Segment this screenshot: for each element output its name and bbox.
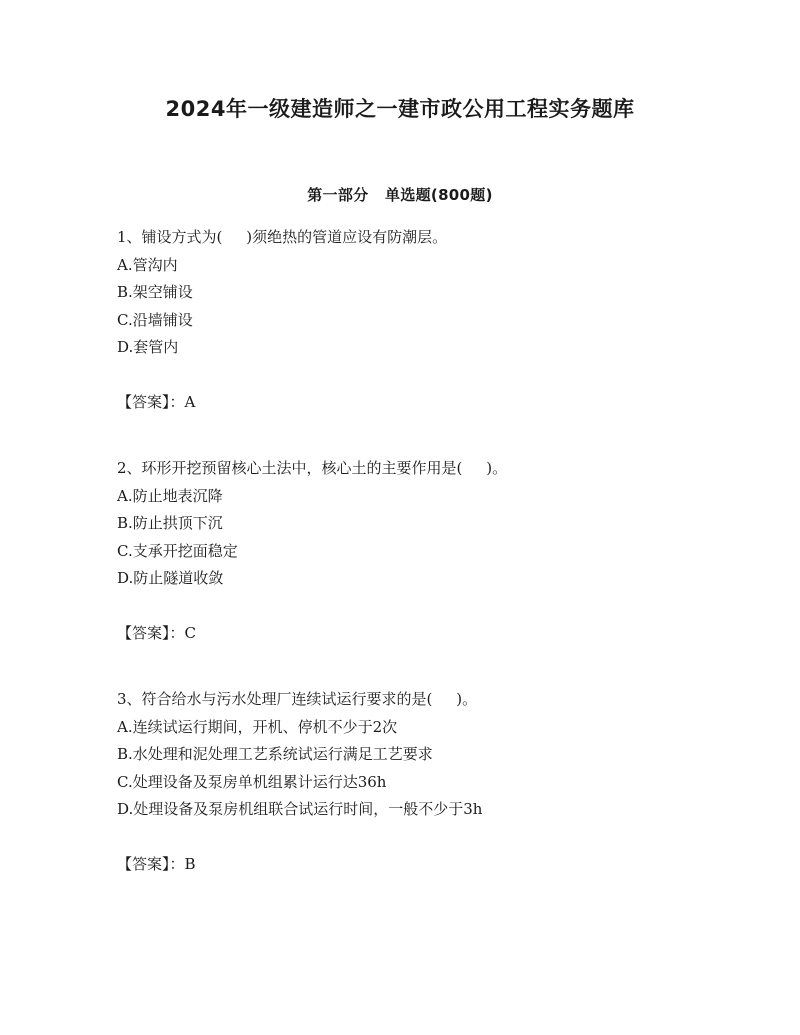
answer-label: 【答案】：A — [117, 392, 196, 411]
section-title: 第一部分 单选题(800题) — [307, 186, 493, 204]
option-c: C.沿墙铺设 — [117, 310, 193, 329]
question-stem: 2、环形开挖预留核心土法中，核心土的主要作用是( )。 — [117, 459, 508, 477]
option-b: B.水处理和泥处理工艺系统试运行满足工艺要求 — [117, 745, 433, 763]
question-stem: 3、符合给水与污水处理厂连续试运行要求的是( )。 — [117, 690, 478, 708]
document-title: 2024年一级建造师之一建市政公用工程实务题库 — [165, 97, 635, 121]
answer-label: 【答案】：C — [117, 623, 196, 642]
question-1 — [117, 224, 737, 416]
option-d: D.处理设备及泵房机组联合试运行时间，一般不少于3h — [117, 800, 483, 818]
question-2 — [117, 455, 737, 647]
option-a: A.连续试运行期间，开机、停机不少于2次 — [117, 717, 398, 736]
option-b: B.防止拱顶下沉 — [117, 514, 223, 532]
option-a: A.防止地表沉降 — [117, 486, 223, 505]
option-a: A.管沟内 — [117, 255, 178, 274]
question-3 — [117, 686, 737, 878]
option-d: D.防止隧道收敛 — [117, 569, 224, 587]
option-d: D.套管内 — [117, 338, 179, 356]
question-stem: 1、铺设方式为( )须绝热的管道应设有防潮层。 — [117, 228, 448, 246]
option-c: C.支承开挖面稳定 — [117, 541, 238, 560]
option-c: C.处理设备及泵房单机组累计运行达36h — [117, 772, 387, 791]
option-b: B.架空铺设 — [117, 283, 193, 301]
answer-label: 【答案】：B — [117, 854, 196, 873]
